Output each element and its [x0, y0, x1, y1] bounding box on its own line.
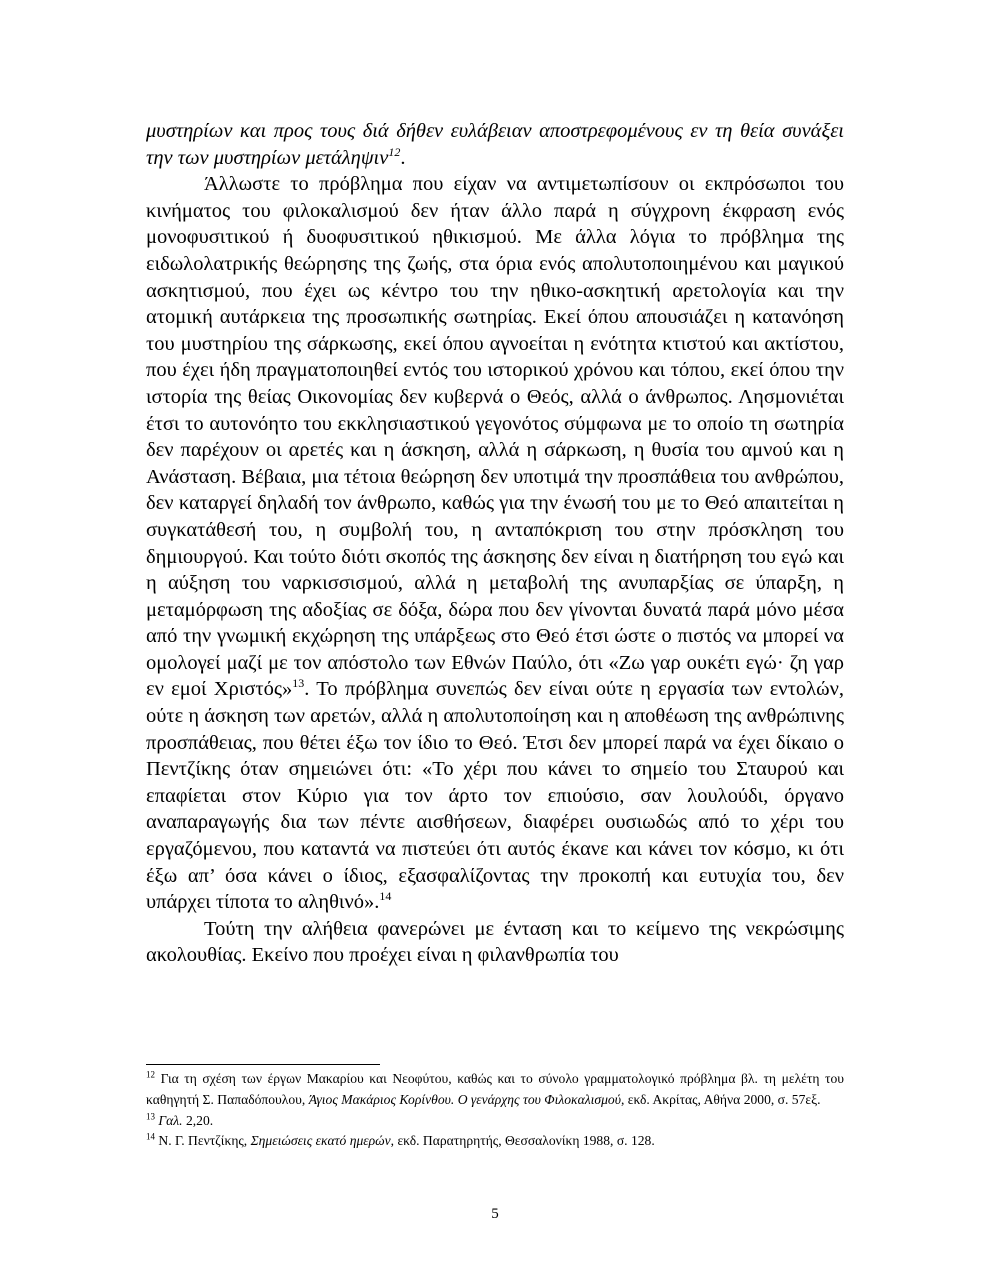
footnote-number: 14 — [146, 1131, 155, 1142]
paragraph-2 — [146, 171, 844, 916]
footnote-text: Ν. Γ. Πεντζίκης, — [158, 1133, 251, 1149]
footnote-text: , εκδ. Παρατηρητής, Θεσσαλονίκη 1988, σ. 128. — [390, 1133, 655, 1149]
footnote-14 — [146, 1131, 844, 1152]
paragraph-2-text-b: . Το πρόβλημα συνεπώς δεν είναι ούτε η εργασία των εντολών, ούτε η άσκηση των αρετών, αλλά η απολυτοποίηση και η αποθέωση της ανθρώπινης προσπάθειας, που θέτει έξω τον ίδιο το Θεό. Έτσι δεν μπορεί παρά να έχει δίκαιο ο Πεντζίκης όταν σημειώνει ότι: «Το χέρι που κάνει το σημείο του Σταυρού και επαφίεται στον Κύριο για τον άρτο τον επιούσιο, σαν λουλούδι, όργανο αναπαραγωγής δια των πέντε αισθήσεων, διαφέρει ουσιωδώς από το χέρι του εργαζόμενου, που καταντά να πιστεύει ότι αυτός έκανε και κάνει τον κόσμο, κι ότι έξω απ’ όσα κάνει ο ίδιος, εξασφαλίζοντας την προκοπή και ευτυχία του, δεν υπάρχει τίποτα το αληθινό». — [146, 678, 844, 914]
footnote-title-italic: Γαλ. — [158, 1112, 183, 1128]
quoted-text-italic: μυστηρίων και προς τους διά δήθεν ευλάβειαν αποστρεφομένους εν τη θεία συνάξει την των μυστηρίων μετάληψιν — [146, 120, 844, 169]
footnote-text: , εκδ. Ακρίτας, Αθήνα 2000, σ. 57εξ. — [620, 1091, 821, 1107]
main-text — [146, 118, 844, 969]
footnote-13 — [146, 1111, 844, 1132]
footnote-ref-14[interactable]: 14 — [379, 889, 392, 904]
footnote-ref-12[interactable]: 12 — [388, 144, 401, 159]
footnotes — [146, 1069, 844, 1152]
paragraph-continued — [146, 118, 844, 171]
footnote-title-italic: Σημειώσεις εκατό ημερών — [250, 1133, 391, 1149]
page-number: 5 — [491, 1206, 499, 1222]
footnote-text: Για τη σχέση των έργων Μακαρίου και Νεοφύτου, καθώς και το σύνολο γραμματολογικό πρόβλημα βλ. τη μελέτη του καθηγητή Σ. Παπαδόπουλου, — [146, 1071, 844, 1107]
footnote-number: 13 — [146, 1111, 155, 1122]
footnote-number: 12 — [146, 1069, 155, 1080]
footnote-ref-13[interactable]: 13 — [292, 676, 305, 691]
paragraph-end: . — [400, 146, 406, 169]
paragraph-3: Τούτη την αλήθεια φανερώνει με ένταση και το κείμενο της νεκρώσιμης ακολουθίας. Εκείνο που προέχει είναι η φιλανθρωπία του — [146, 917, 844, 967]
footnote-12 — [146, 1069, 844, 1111]
footnote-separator — [146, 1064, 380, 1065]
footnote-title-italic: Άγιος Μακάριος Κορίνθου. Ο γενάρχης του Φιλοκαλισμού — [308, 1091, 621, 1107]
paragraph-2-text-a: Άλλωστε το πρόβλημα που είχαν να αντιμετωπίσουν οι εκπρόσωποι του κινήματος του φιλοκαλισμού δεν ήταν άλλο παρά η σύγχρονη έκφραση ενός μονοφυσιτικού ή δυοφυσιτικού ηθικισμού. Με άλλα λόγια το πρόβλημα της ειδωλολατρικής θεώρησης της ζωής, στα όρια ενός απολυτοποιημένου και μαγικού ασκητισμού, που έχει ως κέντρο του την ηθικο-ασκητική αρετολογία και την ατομική αυτάρκεια της προσωπικής σωτηρίας. Εκεί όπου απουσιάζει η κατανόηση του μυστηρίου της σάρκωσης, εκεί όπου αγνοείται η ενότητα κτιστού και ακτίστου, που έχει ήδη πραγματοποιηθεί εντός του ιστορικού χρόνου και τόπου, εκεί όπου την ιστορία της θείας Οικονομίας δεν κυβερνά ο Θεός, αλλά ο άνθρωπος. Λησμονιέται έτσι το αυτονόητο του εκκλησιαστικού γεγονότος σύμφωνα με το οποίο τη σωτηρία δεν παρέχουν οι αρετές και η άσκηση, αλλά η σάρκωση, η θυσία του αμνού και η Ανάσταση. Βέβαια, μια τέτοια θεώρηση δεν υποτιμά την προσπάθεια του ανθρώπου, δεν καταργεί δηλαδή τον άνθρωπο, καθώς για την ένωσή του με το Θεό απαιτείται η συγκατάθεσή του, η συμβολή του, η ανταπόκριση του στην πρόσκληση του δημιουργού. Και τούτο διότι σκοπός της άσκησης δεν είναι η διατήρηση του εγώ και η αύξηση του ναρκισσισμού, αλλά η μεταβολή της ανυπαρξίας σε ύπαρξη, η μεταμόρφωση της αδοξίας σε δόξα, δώρα που δεν γίνονται δυνατά παρά μόνο μέσα από την γνωμική εκχώρηση της υπάρξεως στο Θεό έτσι ώστε ο πιστός να μπορεί να ομολογεί μαζί με τον απόστολο των Εθνών Παύλο, ότι «Ζω γαρ ουκέτι εγώ· ζη γαρ εν εμοί Χριστός» — [146, 173, 844, 701]
footnote-text: 2,20. — [182, 1112, 214, 1128]
